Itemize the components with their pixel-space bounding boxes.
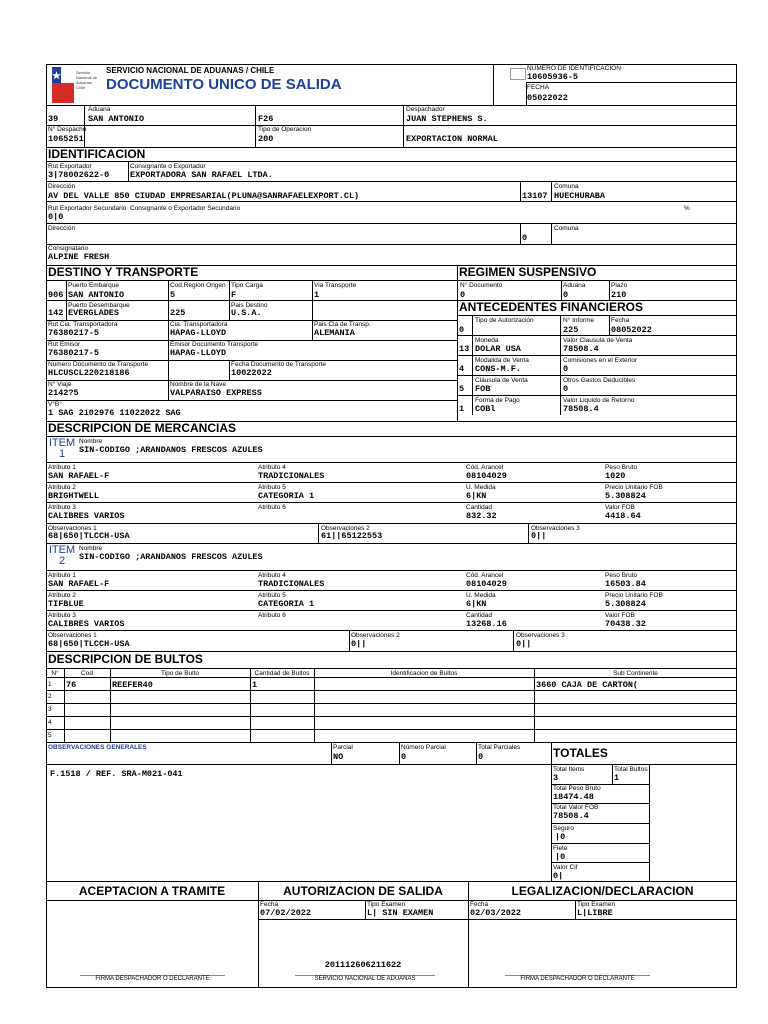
despacho-label: N° Despacho — [48, 126, 87, 133]
item-2-attr4-label: Atributo 4 — [258, 572, 286, 579]
item-2-cantidad-label: Cantidad — [466, 612, 493, 619]
id-value: 10605936-5 — [527, 72, 579, 82]
nave-label: Nombre de la Nave — [170, 381, 226, 388]
plazo-label: Plazo — [611, 282, 628, 289]
informe-label: N° Informe — [563, 317, 595, 324]
item-2-arancel-label: Cód. Arancel — [466, 572, 504, 579]
total-items-label: Total Items — [553, 766, 585, 773]
item-2-precio: 5.308824 — [605, 599, 646, 609]
signature-despachador: FIRMA DESPACHADOR O DECLARANTE — [80, 975, 225, 982]
rut-exp-label: Rut Exportador — [48, 163, 92, 170]
seguro-value: |0 — [555, 832, 566, 842]
item-1-attr4: TRADICIONALES — [258, 471, 325, 481]
viaje-value: 2142?5 — [48, 388, 79, 398]
item-2-obs3: 0|| — [516, 639, 532, 649]
moneda-label: Moneda — [475, 337, 499, 344]
cif-value: 0| — [553, 871, 564, 881]
item-1-nombre: SIN-CODIGO ;ARANDANOS FRESCOS AZULES — [79, 445, 263, 455]
aceptacion-title: ACEPTACION A TRAMITE — [78, 884, 226, 898]
item-2-attr3-label: Atributo 3 — [48, 612, 76, 619]
num-parcial-label: Número Parcial — [401, 744, 446, 751]
tipo-op-label: Tipo de Operacion — [258, 126, 312, 133]
total-peso-label: Total Peso Bruto — [553, 785, 601, 792]
top-code: 39 — [48, 114, 59, 124]
regimen-aduana-value: 0 — [563, 290, 569, 300]
item-1-nombre-label: Nombre — [79, 438, 103, 445]
item-2-peso-label: Peso Bruto — [605, 572, 638, 579]
item-2-obs3-label: Observaciones 3 — [516, 632, 565, 639]
num-doc-value: HLCUSCL220218186 — [48, 368, 130, 378]
mercancias-title: DESCRIPCION DE MERCANCIAS — [48, 421, 237, 435]
item-2-cantidad: 13268.16 — [466, 619, 507, 629]
via-label: Via Transporte — [314, 282, 357, 289]
moneda-code: 13 — [459, 344, 470, 354]
comuna-value: HUECHURABA — [554, 191, 606, 201]
antecedentes-title: ANTECEDENTES FINANCIEROS — [459, 300, 644, 314]
pe-value: SAN ANTONIO — [68, 290, 125, 300]
consignante-label: Consignante o Exportador — [130, 163, 206, 170]
item-1-obs3: 0|| — [531, 531, 547, 541]
leg-fecha-value: 02/03/2022 — [470, 908, 522, 918]
item-1-valor-label: Valor FOB — [605, 504, 635, 511]
regimen-doc-label: N° Documento — [460, 282, 503, 289]
legalizacion-title: LEGALIZACION/DECLARACION — [511, 884, 694, 898]
direccion-label: Dirección — [48, 183, 76, 190]
item-2-medida-label: U. Medida — [466, 592, 496, 599]
item-2-attr2: TIFBLUE — [48, 599, 84, 609]
pe-label: Puerto Embarque — [68, 282, 119, 289]
form-code: F26 — [258, 114, 274, 124]
bultos-header-num: N° — [51, 670, 59, 677]
identificacion-title: IDENTIFICACION — [48, 147, 146, 161]
regimen-aduana-label: Aduana — [563, 282, 586, 289]
comisiones-label: Comisiones en el Exterior — [563, 357, 638, 364]
item-2-attr5-label: Atributo 5 — [258, 592, 286, 599]
bultos-row-2-num: 2 — [48, 693, 52, 700]
rut-cia-value: 76380217-5 — [48, 328, 100, 338]
item-2-attr2-label: Atributo 2 — [48, 592, 76, 599]
bultos-row-cant: 1 — [252, 680, 258, 690]
total-bultos-label: Total Bultos — [614, 766, 648, 773]
item-1-attr1: SAN RAFAEL-F — [48, 471, 110, 481]
aut-fecha-value: 07/02/2022 — [260, 908, 312, 918]
rut-cia-label: Rut Cia. Transportadora — [48, 321, 118, 328]
direccion-value: AV DEL VALLE 850 CIUDAD EMPRESARIAL(PLUNA@SANRAFAELEXPORT.CL) — [48, 191, 360, 201]
item-1-obs1: 68|650|TLCCH-USA — [48, 531, 130, 541]
aut-examen-label: Tipo Examen — [367, 901, 406, 908]
bultos-row-5-num: 5 — [48, 732, 52, 739]
direccion2-label: Dirección — [48, 225, 76, 232]
pd-code: 142 — [48, 308, 64, 318]
item-2-attr1-label: Atributo 1 — [48, 572, 76, 579]
item-2-attr6-label: Atributo 6 — [258, 612, 286, 619]
item-1-medida-label: U. Medida — [466, 484, 496, 491]
comuna-code: 13107 — [522, 191, 548, 201]
item-1-attr2: BRIGHTWELL — [48, 491, 100, 501]
item-1-arancel: 08104029 — [466, 471, 507, 481]
pd-value: EVERGLADES — [68, 308, 120, 318]
item-2-obs2: 0|| — [351, 639, 367, 649]
item-1-precio-label: Precio Unitario FOB — [605, 484, 663, 491]
fecha-value: 05022022 — [527, 93, 568, 103]
item-2-attr4: TRADICIONALES — [258, 579, 325, 589]
item-2-attr5: CATEGORIA 1 — [258, 599, 315, 609]
leg-fecha-label: Fecha — [470, 901, 489, 908]
barcode-number: 201112606211622 — [324, 960, 402, 970]
item-2-arancel: 08104029 — [466, 579, 507, 589]
total-fob-value: 78508.4 — [553, 811, 589, 821]
leg-examen-value: L|LIBRE — [577, 908, 613, 918]
observaciones-text: F.1518 / REF. SRA-M021-041 — [50, 769, 183, 779]
item-2-obs1: 68|650|TLCCH-USA — [48, 639, 130, 649]
tipo-aut-code: 0 — [459, 325, 465, 335]
item-1-attr3-label: Atributo 3 — [48, 504, 76, 511]
despacho-value: 1065251 — [48, 134, 84, 144]
bultos-header-cant: Cantidad de Bultos — [254, 670, 310, 677]
pd-label: Puerto Desembarque — [68, 302, 130, 309]
forma-value: COBl — [475, 404, 496, 414]
flete-value: |0 — [555, 852, 566, 862]
via-value: 1 — [314, 290, 320, 300]
comisiones-value: 0 — [563, 364, 569, 374]
otros-label: Otros Gastos Deducibles — [563, 377, 636, 384]
bultos-row-num: 1 — [48, 681, 52, 688]
item-2-valor-label: Valor FOB — [605, 612, 635, 619]
bultos-row-4-num: 4 — [48, 719, 52, 726]
clausula-value: FOB — [475, 384, 491, 394]
bultos-row-3-num: 3 — [48, 706, 52, 713]
bultos-header-ident: Identificacion de Bultos — [390, 670, 458, 677]
item-1-peso-label: Peso Bruto — [605, 464, 638, 471]
item-1-attr5: CATEGORIA 1 — [258, 491, 315, 501]
item-1-obs1-label: Observaciones 1 — [48, 525, 97, 532]
rut-sec-value: 0|0 — [48, 212, 64, 222]
bultos-title: DESCRIPCION DE BULTOS — [48, 652, 203, 666]
region-label: Cod.Region Origen — [170, 282, 226, 289]
item-1-cantidad-label: Cantidad — [466, 504, 493, 511]
total-parciales-value: 0 — [478, 752, 484, 762]
item-1-peso: 1020 — [605, 471, 626, 481]
bultos-row-sub: 3660 CAJA DE CARTON( — [536, 680, 639, 690]
vb-label: V°B° — [48, 401, 62, 408]
moneda-value: DOLAR USA — [475, 344, 521, 354]
pais-value: U.S.A. — [231, 308, 262, 318]
aut-fecha-label: Fecha — [260, 901, 279, 908]
aduanas-logo — [52, 67, 74, 103]
aduana-value: SAN ANTONIO — [88, 114, 145, 124]
item-1-arancel-label: Cód. Arancel — [466, 464, 504, 471]
item-1-attr3: CALIBRES VARIOS — [48, 511, 125, 521]
parcial-label: Parcial — [333, 744, 353, 751]
item-2-nombre: SIN-CODIGO ;ARANDANOS FRESCOS AZULES — [79, 552, 263, 562]
despachador-label: Despachador — [406, 106, 445, 113]
aut-examen-value: L| SIN EXAMEN — [367, 908, 434, 918]
total-bultos-value: 1 — [614, 773, 620, 783]
id-label: NUMERO DE IDENTIFICACION — [527, 65, 621, 72]
clausula-code: 5 — [459, 384, 465, 394]
item-2-peso: 16503.84 — [605, 579, 646, 589]
fecha-label: FECHA — [527, 84, 550, 91]
rut-emisor-value: 76380217-5 — [48, 348, 100, 358]
total-items-value: 3 — [553, 773, 559, 783]
item-1-attr5-label: Atributo 5 — [258, 484, 286, 491]
observaciones-title: OBSERVACIONES GENERALES — [48, 744, 147, 751]
pais-label: Pais Destino — [231, 302, 268, 309]
pais-cia-value: ALEMANIA — [314, 328, 355, 338]
id-barcode-icon — [510, 68, 526, 80]
item-1-attr4-label: Atributo 4 — [258, 464, 286, 471]
percent-label: % — [684, 205, 690, 212]
item-2-attr3: CALIBRES VARIOS — [48, 619, 125, 629]
bultos-header-sub: Sub Continente — [613, 670, 658, 677]
total-fob-label: Total Valor FOB — [553, 804, 599, 811]
item-1-obs3-label: Observaciones 3 — [531, 525, 580, 532]
item-1-number: ITEM 1 — [48, 437, 76, 460]
pais-cia-label: Pais Cia de Transp. — [314, 321, 371, 328]
liquido-value: 78508.4 — [563, 404, 599, 414]
despachador-value: JUAN STEPHENS S. — [406, 114, 488, 124]
total-peso-value: 18474.48 — [553, 792, 594, 802]
fecha-doc-value: 10022022 — [231, 368, 272, 378]
rut-emisor-label: Rut Emisor — [48, 341, 81, 348]
leg-examen-label: Tipo Examen — [577, 901, 616, 908]
pe-code: 906 — [48, 290, 64, 300]
cia-value: HAPAG-LLOYD — [170, 328, 227, 338]
liquido-label: Valor Liquido de Retorno — [563, 397, 635, 404]
seguro-label: Seguro — [553, 825, 574, 832]
modalidad-label: Modalida de Venta — [475, 357, 529, 364]
document-border — [46, 64, 737, 988]
valor-clausula-value: 78508.4 — [563, 344, 599, 354]
logo-text: Servicio Nacional de Aduanas Chile — [76, 70, 98, 90]
tipo-op-code: 200 — [258, 134, 274, 144]
rut-exp-value: 3|78002622-0 — [48, 170, 110, 180]
num-parcial-value: 0 — [401, 752, 407, 762]
emisor-label: Emisor Documento Transporte — [170, 341, 259, 348]
antecedentes-fecha-value: 08052022 — [611, 325, 652, 335]
item-2-nombre-label: Nombre — [79, 545, 103, 552]
item-1-cantidad: 832.32 — [466, 511, 497, 521]
viaje-label: N° Viaje — [48, 381, 72, 388]
informe-value: 225 — [563, 325, 579, 335]
autorizacion-title: AUTORIZACION DE SALIDA — [283, 884, 443, 898]
item-1-attr6-label: Atributo 6 — [258, 504, 286, 511]
item-1-attr2-label: Atributo 2 — [48, 484, 76, 491]
total-parciales-label: Total Parciales — [478, 744, 521, 751]
consignatario-value: ALPINE FRESH — [48, 252, 110, 262]
destino-title: DESTINO Y TRANSPORTE — [48, 265, 199, 279]
regimen-doc-value: 0 — [460, 290, 466, 300]
item-2-attr1: SAN RAFAEL-F — [48, 579, 110, 589]
tipo-carga-label: Tipo Carga — [231, 282, 263, 289]
item-2-medida: 6|KN — [466, 599, 487, 609]
signature-declarante: FIRMA DESPACHADOR O DECLARANTE — [505, 975, 650, 982]
tipo-op-value: EXPORTACION NORMAL — [406, 134, 498, 144]
forma-label: Forma de Pago — [475, 397, 520, 404]
aduana-label: Aduana — [88, 106, 111, 113]
regimen-title: REGIMEN SUSPENSIVO — [459, 265, 597, 279]
modalidad-code: 4 — [459, 364, 465, 374]
fecha-doc-label: Fecha Documento de Transporte — [231, 361, 327, 368]
item-2-precio-label: Precio Unitario FOB — [605, 592, 663, 599]
rut-sec-label: Rut Exportador Secundario — [48, 205, 127, 212]
item-2-obs2-label: Observaciones 2 — [351, 632, 400, 639]
forma-code: 1 — [459, 404, 465, 414]
cif-label: Valor Cif — [553, 864, 578, 871]
item-1-precio: 5.308824 — [605, 491, 646, 501]
vb-value: 1 SAG 2102976 11022022 SAG — [48, 408, 181, 418]
tipo-carga-value: F — [231, 290, 237, 300]
tipo-aut-label: Tipo de Autorización — [475, 317, 534, 324]
plazo-value: 210 — [611, 290, 627, 300]
modalidad-value: CONS-M.F. — [475, 364, 521, 374]
comuna-label: Comuna — [554, 183, 579, 190]
bultos-header-cod: Cod — [81, 670, 93, 677]
num-doc-label: Numero Documento de Transporte — [48, 361, 149, 368]
comuna2-code: 0 — [522, 233, 528, 243]
parcial-value: NO — [333, 752, 344, 762]
item-1-attr1-label: Atributo 1 — [48, 464, 76, 471]
item-1-obs2-label: Observaciones 2 — [321, 525, 370, 532]
pais-code: 225 — [170, 308, 186, 318]
totales-title: TOTALES — [553, 746, 608, 760]
consig-sec-label: Consignante o Exportador Secundario — [130, 205, 241, 212]
bultos-row-tipo: REEFER40 — [112, 680, 153, 690]
nave-value: VALPARAISO EXPRESS — [170, 388, 262, 398]
bultos-row-cod: 76 — [66, 680, 77, 690]
item-1-obs2: 61||65122553 — [321, 531, 383, 541]
signature-aduanas: SERVICIO NACIONAL DE ADUANAS — [295, 975, 435, 982]
consignatario-label: Consignatario — [48, 245, 89, 252]
emisor-value: HAPAG-LLOYD — [170, 348, 227, 358]
valor-clausula-label: Valor Clausula de Venta — [563, 337, 633, 344]
otros-value: 0 — [563, 384, 569, 394]
agency-name: SERVICIO NACIONAL DE ADUANAS / CHILE — [106, 66, 275, 75]
consignante-value: EXPORTADORA SAN RAFAEL LTDA. — [130, 170, 273, 180]
region-value: 5 — [170, 290, 176, 300]
comuna2-label: Comuna — [554, 225, 579, 232]
antecedentes-fecha-label: Fecha — [611, 317, 630, 324]
item-1-medida: 6|KN — [466, 491, 487, 501]
item-1-valor: 4418.64 — [605, 511, 641, 521]
item-2-valor: 70438.32 — [605, 619, 646, 629]
bultos-header-tipo: Tipo de Bulto — [160, 670, 200, 677]
flete-label: Flete — [553, 845, 568, 852]
document-title: DOCUMENTO UNICO DE SALIDA — [106, 76, 342, 93]
cia-label: Cia. Transportadora — [170, 321, 228, 328]
clausula-label: Cláusula de Venta — [475, 377, 528, 384]
item-2-number: ITEM 2 — [48, 544, 76, 567]
item-2-obs1-label: Observaciones 1 — [48, 632, 97, 639]
